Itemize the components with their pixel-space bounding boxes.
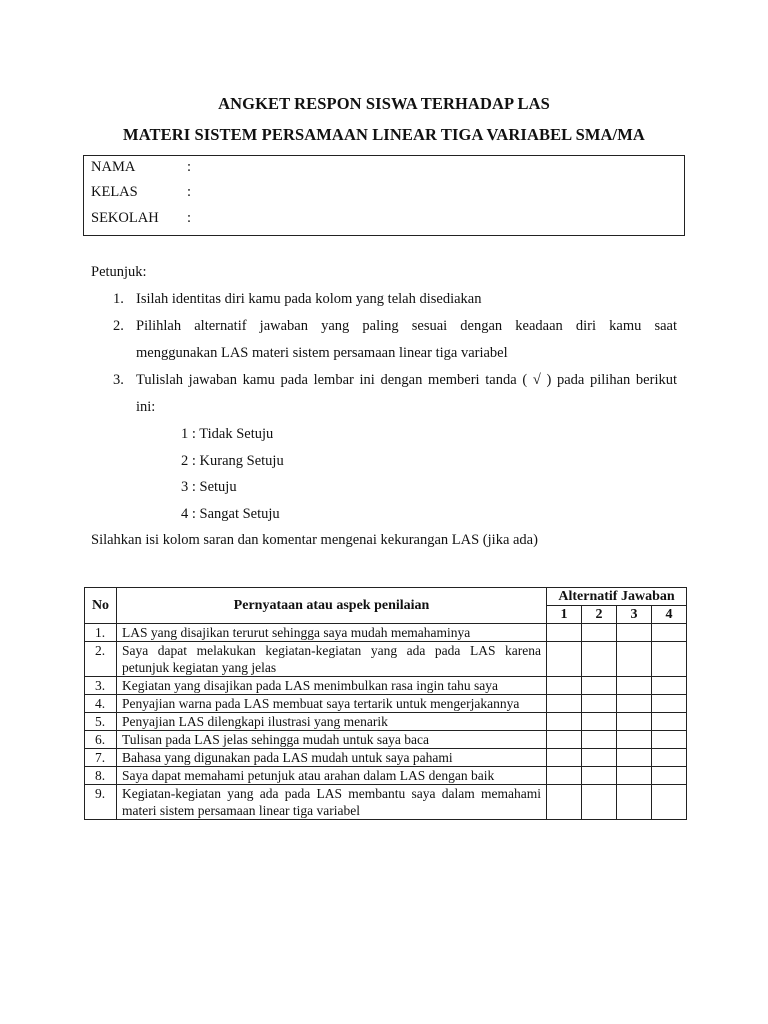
row-number: 1. xyxy=(85,624,117,642)
header-option: 2 xyxy=(582,606,617,624)
row-number: 4. xyxy=(85,695,117,713)
row-number: 6. xyxy=(85,731,117,749)
answer-cell[interactable] xyxy=(547,731,582,749)
identity-separator: : xyxy=(187,159,192,175)
identity-separator: : xyxy=(187,210,192,226)
row-statement: Saya dapat memahami petunjuk atau arahan dalam LAS dengan baik xyxy=(117,767,547,785)
row-number: 2. xyxy=(85,642,117,677)
answer-cell[interactable] xyxy=(652,749,687,767)
answer-cell[interactable] xyxy=(547,624,582,642)
identity-label: NAMA xyxy=(91,159,136,175)
identity-box xyxy=(83,155,685,236)
identity-separator: : xyxy=(187,184,192,200)
header-option: 1 xyxy=(547,606,582,624)
answer-cell[interactable] xyxy=(652,767,687,785)
answer-cell[interactable] xyxy=(617,642,652,677)
table-row xyxy=(85,624,687,642)
answer-cell[interactable] xyxy=(582,624,617,642)
answer-cell[interactable] xyxy=(617,767,652,785)
answer-cell[interactable] xyxy=(652,731,687,749)
answer-cell[interactable] xyxy=(547,767,582,785)
table-row xyxy=(85,749,687,767)
row-statement: Kegiatan-kegiatan yang ada pada LAS membantu saya dalam memahami materi sistem persamaan linear tiga variabel xyxy=(117,785,547,820)
row-statement: Bahasa yang digunakan pada LAS mudah untuk saya pahami xyxy=(117,749,547,767)
instruction-text: Tulislah jawaban kamu pada lembar ini dengan memberi tanda ( √ ) pada pilihan berikut xyxy=(136,372,677,388)
instructions-heading: Petunjuk: xyxy=(91,264,147,280)
answer-cell[interactable] xyxy=(582,695,617,713)
answer-cell[interactable] xyxy=(582,749,617,767)
answer-cell[interactable] xyxy=(617,624,652,642)
scale-item: 2 : Kurang Setuju xyxy=(181,453,284,469)
answer-cell[interactable] xyxy=(547,677,582,695)
answer-cell[interactable] xyxy=(582,677,617,695)
answer-cell[interactable] xyxy=(652,695,687,713)
questionnaire-table xyxy=(84,587,687,820)
row-number: 7. xyxy=(85,749,117,767)
header-no: No xyxy=(85,588,117,624)
instruction-number: 2. xyxy=(113,318,124,334)
answer-cell[interactable] xyxy=(547,785,582,820)
row-statement: Penyajian warna pada LAS membuat saya tertarik untuk mengerjakannya xyxy=(117,695,547,713)
answer-cell[interactable] xyxy=(547,695,582,713)
questionnaire-rows xyxy=(85,624,687,820)
identity-label: SEKOLAH xyxy=(91,210,159,226)
instruction-text: Isilah identitas diri kamu pada kolom yang telah disediakan xyxy=(136,291,482,307)
answer-cell[interactable] xyxy=(617,713,652,731)
identity-label: KELAS xyxy=(91,184,138,200)
table-row xyxy=(85,642,687,677)
answer-cell[interactable] xyxy=(652,642,687,677)
answer-cell[interactable] xyxy=(617,785,652,820)
answer-cell[interactable] xyxy=(652,624,687,642)
header-option: 3 xyxy=(617,606,652,624)
header-alternatives: Alternatif Jawaban xyxy=(547,588,687,606)
document-title: ANGKET RESPON SISWA TERHADAP LAS xyxy=(218,94,550,113)
row-number: 3. xyxy=(85,677,117,695)
table-row xyxy=(85,713,687,731)
answer-cell[interactable] xyxy=(547,749,582,767)
instruction-text-continued: ini: xyxy=(136,399,156,415)
instruction-text-continued: menggunakan LAS materi sistem persamaan linear tiga variabel xyxy=(136,345,508,361)
answer-cell[interactable] xyxy=(547,713,582,731)
table-row xyxy=(85,785,687,820)
answer-cell[interactable] xyxy=(617,731,652,749)
scale-item: 1 : Tidak Setuju xyxy=(181,426,274,442)
scale-item: 3 : Setuju xyxy=(181,479,237,495)
row-number: 5. xyxy=(85,713,117,731)
table-row xyxy=(85,677,687,695)
instruction-number: 3. xyxy=(113,372,124,388)
header-option: 4 xyxy=(652,606,687,624)
answer-cell[interactable] xyxy=(617,677,652,695)
row-statement: Tulisan pada LAS jelas sehingga mudah untuk saya baca xyxy=(117,731,547,749)
answer-cell[interactable] xyxy=(652,785,687,820)
row-statement: Kegiatan yang disajikan pada LAS menimbulkan rasa ingin tahu saya xyxy=(117,677,547,695)
row-statement: Penyajian LAS dilengkapi ilustrasi yang menarik xyxy=(117,713,547,731)
header-statement: Pernyataan atau aspek penilaian xyxy=(117,588,547,624)
identity-school-row xyxy=(91,210,191,227)
identity-name-row xyxy=(91,159,191,176)
answer-cell[interactable] xyxy=(617,695,652,713)
instruction-number: 1. xyxy=(113,291,124,307)
table-row xyxy=(85,695,687,713)
answer-cell[interactable] xyxy=(652,713,687,731)
answer-cell[interactable] xyxy=(652,677,687,695)
document-subtitle: MATERI SISTEM PERSAMAAN LINEAR TIGA VARIABEL SMA/MA xyxy=(123,125,645,144)
scale-item: 4 : Sangat Setuju xyxy=(181,506,280,522)
row-statement: LAS yang disajikan terurut sehingga saya mudah memahaminya xyxy=(117,624,547,642)
answer-cell[interactable] xyxy=(582,713,617,731)
answer-cell[interactable] xyxy=(582,785,617,820)
row-statement: Saya dapat melakukan kegiatan-kegiatan yang ada pada LAS karena petunjuk kegiatan yang jelas xyxy=(117,642,547,677)
answer-cell[interactable] xyxy=(582,642,617,677)
answer-cell[interactable] xyxy=(547,642,582,677)
instruction-text: Pilihlah alternatif jawaban yang paling sesuai dengan keadaan diri kamu saat xyxy=(136,318,677,334)
answer-cell[interactable] xyxy=(582,731,617,749)
row-number: 8. xyxy=(85,767,117,785)
identity-class-row xyxy=(91,184,191,201)
table-row xyxy=(85,767,687,785)
answer-cell[interactable] xyxy=(617,749,652,767)
instructions-note: Silahkan isi kolom saran dan komentar mengenai kekurangan LAS (jika ada) xyxy=(91,532,538,548)
table-row xyxy=(85,731,687,749)
answer-cell[interactable] xyxy=(582,767,617,785)
row-number: 9. xyxy=(85,785,117,820)
